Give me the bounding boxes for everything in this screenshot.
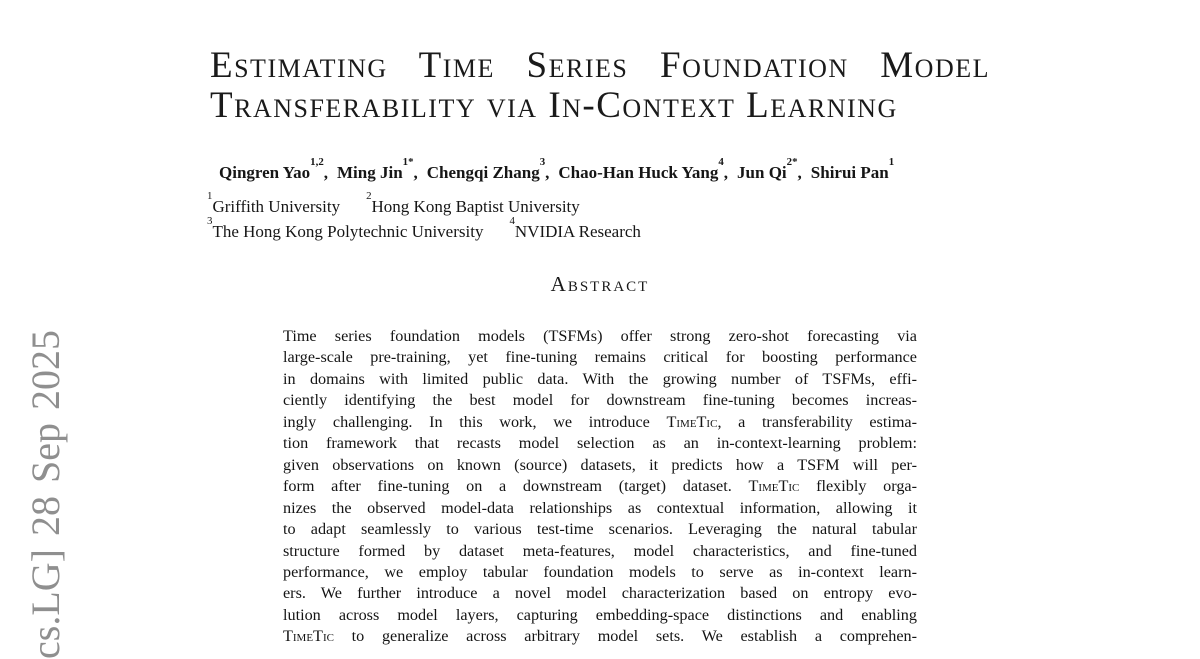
author-separator: , [797, 162, 802, 182]
abstract-line: given observations on known (source) datasets, it predicts how a TSFM will per- [283, 455, 917, 474]
author-name: Chengqi Zhang [426, 162, 540, 182]
abstract-line: Time series foundation models (TSFMs) offer strong zero-shot forecasting via [283, 327, 917, 345]
author-name: Qingren Yao [219, 162, 311, 182]
affiliation-name: The Hong Kong Polytechnic University [212, 221, 484, 241]
affiliation-superscript: 4 [509, 215, 515, 228]
abstract-line: large-scale pre-training, yet fine-tuning remains critical for boosting performance [283, 348, 917, 367]
author-superscript: 1,2 [310, 156, 324, 169]
affiliation-name: Hong Kong Baptist University [371, 196, 580, 216]
author [337, 156, 418, 182]
affiliation-superscript: 3 [207, 215, 213, 228]
affiliation [509, 215, 641, 241]
affiliation-superscript: 1 [207, 190, 213, 203]
author-name: Ming Jin [337, 162, 403, 182]
affiliations-row-2 [207, 217, 641, 242]
affiliation-superscript: 2 [366, 190, 372, 203]
authors-line [219, 157, 903, 184]
abstract-line: tion framework that recasts model selection as an in-context-learning problem: [283, 434, 917, 453]
affiliation [207, 190, 341, 216]
abstract-line: ciently identifying the best model for downstream fine-tuning becomes increas- [283, 391, 917, 410]
author [558, 156, 729, 182]
author-separator: , [723, 162, 729, 182]
affiliations-block [207, 192, 641, 242]
author-superscript: 1 [888, 156, 895, 169]
author-separator: , [323, 162, 328, 182]
author [737, 156, 802, 182]
abstract-line: structure formed by dataset meta-features, model characteristics, and fine-tuned [283, 541, 917, 560]
abstract-line: performance, we employ tabular foundation models to serve as in-context learn- [283, 562, 917, 581]
author [426, 156, 550, 182]
abstract-line: to adapt seamlessly to various test-time scenarios. Leveraging the natural tabular [283, 520, 917, 539]
author [810, 156, 895, 182]
abstract-line: in domains with limited public data. With the growing number of TSFMs, effi- [283, 369, 917, 388]
author-name: Chao-Han Huck Yang [558, 162, 719, 182]
abstract-line: ers. We further introduce a novel model characterization based on entropy evo- [283, 584, 917, 603]
abstract-line: lution across model layers, capturing embedding-space distinctions and enabling [283, 605, 917, 624]
abstract-line: form after fine-tuning on a downstream (target) dataset. TimeTic flexibly orga- [283, 477, 917, 496]
abstract-line: ingly challenging. In this work, we introduce TimeTic, a transferability estima- [283, 412, 918, 431]
author-separator: , [413, 162, 418, 182]
affiliation-name: NVIDIA Research [514, 221, 641, 241]
abstract-line: nizes the observed model-data relationships as contextual information, allowing it [283, 498, 917, 517]
author-superscript: 3 [539, 156, 546, 169]
author-name: Shirui Pan [810, 162, 889, 182]
author-superscript: 2* [786, 156, 798, 169]
paper-title [210, 46, 990, 126]
affiliation [207, 215, 484, 241]
author-superscript: 4 [718, 156, 724, 169]
affiliation [366, 190, 580, 216]
affiliations-row-1 [207, 192, 641, 217]
arxiv-stamp-text: cs.LG] 28 Sep 2025 [23, 330, 68, 659]
title-line-2: Transferability via In-Context Learning [210, 85, 898, 126]
author [219, 156, 328, 182]
author-superscript: 1* [402, 156, 414, 169]
author-name: Jun Qi [737, 162, 787, 182]
abstract-heading: Abstract [550, 272, 650, 296]
title-line-1: Estimating Time Series Foundation Model [210, 45, 990, 86]
abstract-text [283, 326, 917, 648]
abstract-line: TimeTic to generalize across arbitrary model sets. We establish a comprehen- [283, 627, 917, 646]
affiliation-name: Griffith University [212, 196, 341, 216]
author-separator: , [545, 162, 550, 182]
